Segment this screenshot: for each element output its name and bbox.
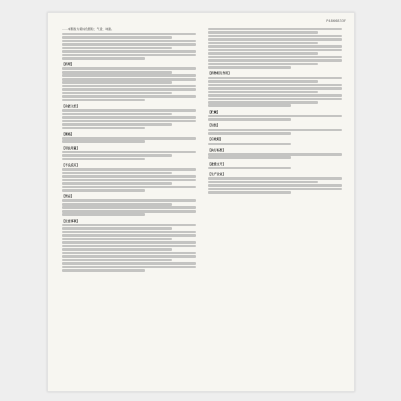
- text-line: [62, 54, 196, 57]
- text-line: [62, 186, 196, 189]
- text-line: [62, 241, 196, 244]
- text-line: [62, 154, 172, 157]
- text-line: [62, 67, 196, 70]
- left-text-block-5: [62, 109, 196, 129]
- right-text-block-0: [208, 28, 342, 69]
- text-line: [62, 227, 172, 230]
- text-line: [208, 181, 318, 184]
- text-line: [62, 266, 196, 269]
- text-line: [208, 80, 318, 83]
- text-line: [62, 57, 145, 60]
- right-column: [208, 27, 342, 195]
- text-line: [208, 132, 291, 135]
- text-line: [62, 248, 172, 251]
- text-line: [62, 113, 172, 116]
- text-line: [62, 81, 172, 84]
- text-line: [62, 172, 172, 175]
- left-text-block-13: [62, 199, 196, 216]
- text-line: [208, 167, 291, 170]
- text-line: [62, 40, 196, 43]
- text-line: [62, 189, 145, 192]
- text-line: [208, 177, 342, 180]
- leaflet-sheet: [47, 12, 355, 392]
- text-line: [208, 84, 342, 87]
- text-line: [208, 101, 318, 104]
- left-heading-4: 【功能主治】: [62, 103, 80, 108]
- text-line: [208, 91, 318, 94]
- right-text-block-2: [208, 77, 342, 107]
- text-line: [62, 238, 172, 241]
- left-text-block-9: [62, 151, 196, 161]
- text-line: [208, 42, 318, 45]
- text-line: [208, 45, 342, 48]
- text-line: [62, 47, 172, 50]
- text-line: [62, 255, 196, 258]
- right-heading-13: 【生产企业】: [208, 171, 226, 176]
- text-line: [62, 123, 172, 126]
- right-text-block-6: [208, 129, 342, 135]
- text-line: [62, 120, 196, 123]
- left-text-block-15: [62, 224, 196, 272]
- left-heading-6: 【规格】: [62, 131, 74, 136]
- text-line: [62, 210, 196, 213]
- left-heading-12: 【禁忌】: [62, 194, 74, 199]
- text-line: [62, 179, 196, 182]
- text-line: [62, 78, 196, 81]
- text-line: [62, 88, 196, 91]
- text-line: [208, 118, 291, 121]
- text-line: [62, 203, 172, 206]
- text-line: [208, 77, 342, 80]
- text-line: [62, 99, 145, 102]
- right-heading-9: 【执行标准】: [208, 147, 226, 152]
- text-line: [62, 168, 196, 171]
- text-line: [62, 175, 196, 178]
- text-line: [62, 50, 196, 53]
- text-line: [62, 109, 196, 112]
- text-line: [208, 31, 318, 34]
- left-heading-14: 【注意事项】: [62, 218, 80, 223]
- text-line: [62, 33, 196, 36]
- left-text-block-1: [62, 33, 196, 60]
- text-line: [62, 252, 196, 255]
- text-line: [62, 127, 145, 130]
- text-line: [62, 213, 145, 216]
- text-line: [62, 262, 196, 265]
- text-line: [208, 188, 342, 191]
- document-code: P4866833F: [326, 19, 346, 23]
- text-line: [208, 87, 342, 90]
- text-line: [62, 259, 172, 262]
- text-line: [62, 116, 196, 119]
- left-text-block-3: [62, 67, 196, 101]
- text-line: [62, 71, 172, 74]
- left-column: [62, 27, 196, 273]
- right-text-block-12: [208, 167, 342, 170]
- left-text-block-7: [62, 137, 196, 143]
- left-heading-10: 【不良反应】: [62, 162, 80, 167]
- text-line: [208, 35, 342, 38]
- text-line: [62, 137, 196, 140]
- text-line: [208, 143, 291, 146]
- left-heading-8: 【用法用量】: [62, 145, 80, 150]
- right-heading-1: 【药物相互作用】: [208, 71, 232, 76]
- right-text-block-4: [208, 115, 342, 121]
- text-line: [208, 98, 342, 101]
- text-line: [208, 129, 342, 132]
- text-line: [62, 245, 196, 248]
- text-line: [62, 234, 196, 237]
- right-text-block-8: [208, 143, 342, 146]
- text-line: [208, 66, 291, 69]
- text-line: [62, 95, 196, 98]
- left-paragraph-0: ……本颗粒为黄棕色颗粒；气香，味甜。: [62, 27, 115, 31]
- text-line: [208, 94, 342, 97]
- text-line: [62, 36, 172, 39]
- text-line: [208, 115, 342, 118]
- text-line: [208, 156, 291, 159]
- right-heading-7: 【有效期】: [208, 137, 223, 142]
- text-line: [62, 85, 196, 88]
- text-line: [208, 56, 342, 59]
- text-line: [62, 92, 172, 95]
- text-line: [62, 43, 196, 46]
- text-line: [208, 63, 318, 66]
- text-line: [208, 191, 291, 194]
- text-line: [208, 49, 342, 52]
- text-line: [208, 38, 342, 41]
- text-line: [62, 231, 196, 234]
- left-heading-2: 【药理】: [62, 62, 74, 67]
- text-line: [62, 158, 145, 161]
- text-line: [62, 151, 196, 154]
- right-heading-5: 【包装】: [208, 123, 220, 128]
- right-text-block-14: [208, 177, 342, 194]
- text-line: [62, 224, 196, 227]
- right-heading-3: 【贮藏】: [208, 109, 220, 114]
- text-line: [62, 140, 145, 143]
- text-line: [208, 52, 318, 55]
- left-text-block-11: [62, 168, 196, 192]
- text-line: [208, 59, 342, 62]
- text-line: [62, 199, 196, 202]
- right-heading-11: 【批准文号】: [208, 161, 226, 166]
- text-line: [208, 184, 342, 187]
- right-text-block-10: [208, 153, 342, 159]
- text-line: [62, 74, 196, 77]
- text-line: [62, 182, 172, 185]
- text-line: [208, 28, 342, 31]
- text-line: [62, 206, 196, 209]
- text-line: [208, 104, 291, 107]
- text-line: [62, 269, 145, 272]
- text-line: [208, 153, 342, 156]
